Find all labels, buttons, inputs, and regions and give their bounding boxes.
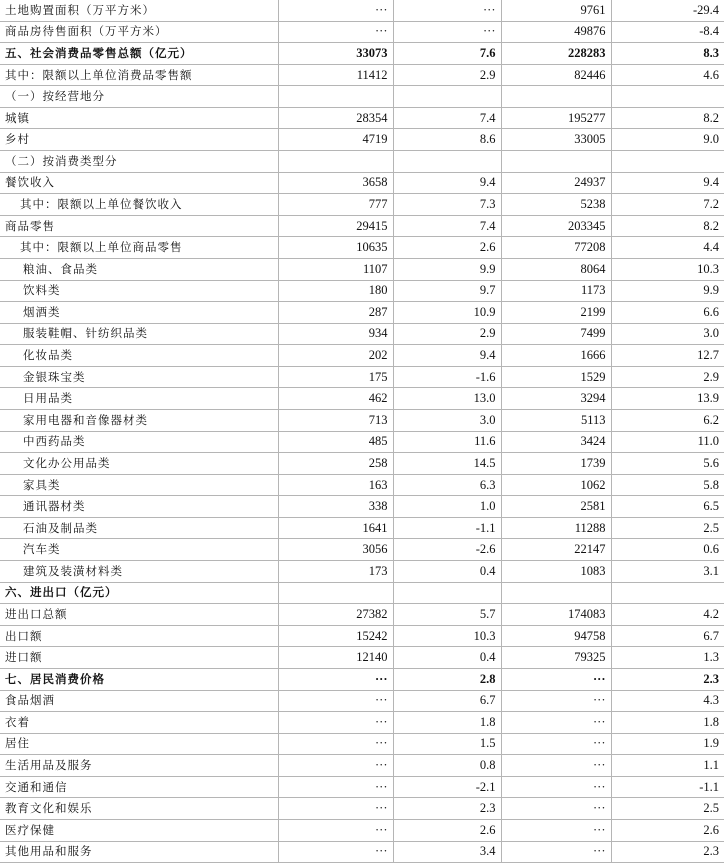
cumulative-value: 11288 [501, 517, 611, 539]
cumulative-value: ··· [501, 712, 611, 734]
table-row [0, 755, 724, 777]
cumulative-value [501, 582, 611, 604]
cumulative-growth: 6.6 [611, 302, 724, 324]
current-month-growth: 11.6 [393, 431, 501, 453]
current-month-value: 777 [278, 194, 393, 216]
cumulative-growth: 9.4 [611, 172, 724, 194]
current-month-growth: 7.3 [393, 194, 501, 216]
cumulative-value: 1083 [501, 561, 611, 583]
cumulative-growth: 11.0 [611, 431, 724, 453]
table-row [0, 194, 724, 216]
table-row [0, 323, 724, 345]
cumulative-growth: -1.1 [611, 776, 724, 798]
row-label: 教育文化和娱乐 [0, 798, 278, 820]
cumulative-value: 7499 [501, 323, 611, 345]
table-row [0, 625, 724, 647]
table-row [0, 474, 724, 496]
current-month-value: 462 [278, 388, 393, 410]
cumulative-value: 24937 [501, 172, 611, 194]
row-label: 生活用品及服务 [0, 755, 278, 777]
current-month-growth: 14.5 [393, 453, 501, 475]
row-label: 服装鞋帽、针纺织品类 [0, 323, 278, 345]
cumulative-value: ··· [501, 798, 611, 820]
row-label: 食品烟酒 [0, 690, 278, 712]
cumulative-growth: 6.7 [611, 625, 724, 647]
table-row [0, 64, 724, 86]
cumulative-value [501, 86, 611, 108]
cumulative-value: ··· [501, 690, 611, 712]
current-month-value: 27382 [278, 604, 393, 626]
cumulative-value: ··· [501, 733, 611, 755]
row-label: 五、社会消费品零售总额（亿元） [0, 43, 278, 65]
cumulative-growth: 10.3 [611, 258, 724, 280]
current-month-value: 180 [278, 280, 393, 302]
current-month-growth: -1.6 [393, 366, 501, 388]
current-month-growth: 9.9 [393, 258, 501, 280]
current-month-value: 11412 [278, 64, 393, 86]
current-month-value: ··· [278, 841, 393, 863]
table-row [0, 561, 724, 583]
cumulative-growth [611, 86, 724, 108]
cumulative-growth [611, 582, 724, 604]
current-month-growth: 2.6 [393, 819, 501, 841]
table-row [0, 86, 724, 108]
current-month-growth: 1.0 [393, 496, 501, 518]
table-row [0, 302, 724, 324]
table-row [0, 582, 724, 604]
cumulative-growth: 2.5 [611, 798, 724, 820]
current-month-growth: 0.8 [393, 755, 501, 777]
table-row [0, 21, 724, 43]
table-row [0, 237, 724, 259]
cumulative-growth: 1.8 [611, 712, 724, 734]
cumulative-growth: 2.3 [611, 668, 724, 690]
cumulative-growth: 2.6 [611, 819, 724, 841]
cumulative-growth: 3.0 [611, 323, 724, 345]
table-row [0, 496, 724, 518]
cumulative-growth: -8.4 [611, 21, 724, 43]
current-month-growth: ··· [393, 0, 501, 21]
table-row [0, 172, 724, 194]
current-month-growth: 0.4 [393, 647, 501, 669]
current-month-growth: 2.8 [393, 668, 501, 690]
current-month-value: ··· [278, 668, 393, 690]
table-row [0, 129, 724, 151]
current-month-value: ··· [278, 712, 393, 734]
cumulative-value: 174083 [501, 604, 611, 626]
cumulative-value: 2581 [501, 496, 611, 518]
row-label: （一）按经营地分 [0, 86, 278, 108]
current-month-growth: 9.4 [393, 345, 501, 367]
row-label: 金银珠宝类 [0, 366, 278, 388]
row-label: 粮油、食品类 [0, 258, 278, 280]
table-row [0, 215, 724, 237]
current-month-growth: 7.4 [393, 107, 501, 129]
cumulative-value: 1529 [501, 366, 611, 388]
cumulative-value: 22147 [501, 539, 611, 561]
cumulative-value: 1173 [501, 280, 611, 302]
current-month-value: 3658 [278, 172, 393, 194]
row-label: 土地购置面积（万平方米） [0, 0, 278, 21]
cumulative-value: 203345 [501, 215, 611, 237]
current-month-growth: 0.4 [393, 561, 501, 583]
current-month-growth: 9.4 [393, 172, 501, 194]
current-month-value: ··· [278, 733, 393, 755]
cumulative-growth: 12.7 [611, 345, 724, 367]
cumulative-value: ··· [501, 755, 611, 777]
table-row [0, 690, 724, 712]
row-label: 衣着 [0, 712, 278, 734]
current-month-growth: 3.0 [393, 409, 501, 431]
table-row [0, 453, 724, 475]
table-row [0, 409, 724, 431]
current-month-growth: 1.5 [393, 733, 501, 755]
current-month-value: 934 [278, 323, 393, 345]
cumulative-growth: 8.2 [611, 107, 724, 129]
row-label: 文化办公用品类 [0, 453, 278, 475]
current-month-growth: 6.3 [393, 474, 501, 496]
current-month-value: ··· [278, 21, 393, 43]
cumulative-growth: 4.3 [611, 690, 724, 712]
row-label: 饮料类 [0, 280, 278, 302]
cumulative-growth: 1.9 [611, 733, 724, 755]
cumulative-value: 3294 [501, 388, 611, 410]
cumulative-growth: 7.2 [611, 194, 724, 216]
table-row [0, 107, 724, 129]
cumulative-value: 82446 [501, 64, 611, 86]
current-month-value: ··· [278, 755, 393, 777]
cumulative-value: 2199 [501, 302, 611, 324]
current-month-growth [393, 86, 501, 108]
current-month-growth: 1.8 [393, 712, 501, 734]
current-month-growth: 9.7 [393, 280, 501, 302]
row-label: 建筑及装潢材料类 [0, 561, 278, 583]
row-label: 日用品类 [0, 388, 278, 410]
cumulative-growth: 4.4 [611, 237, 724, 259]
row-label: 其中：限额以上单位消费品零售额 [0, 64, 278, 86]
cumulative-growth [611, 151, 724, 173]
current-month-value [278, 151, 393, 173]
cumulative-growth: 3.1 [611, 561, 724, 583]
current-month-value: 1107 [278, 258, 393, 280]
cumulative-value: ··· [501, 668, 611, 690]
row-label: 其中：限额以上单位餐饮收入 [0, 194, 278, 216]
table-row [0, 431, 724, 453]
current-month-growth [393, 582, 501, 604]
cumulative-value: 9761 [501, 0, 611, 21]
cumulative-value: 228283 [501, 43, 611, 65]
row-label: 进出口总额 [0, 604, 278, 626]
cumulative-growth: 1.3 [611, 647, 724, 669]
cumulative-value: 79325 [501, 647, 611, 669]
table-row [0, 776, 724, 798]
row-label: 乡村 [0, 129, 278, 151]
cumulative-value: 1739 [501, 453, 611, 475]
table-row [0, 798, 724, 820]
current-month-growth: 7.6 [393, 43, 501, 65]
table-row [0, 280, 724, 302]
row-label: 六、进出口（亿元） [0, 582, 278, 604]
table-row [0, 668, 724, 690]
cumulative-growth: 8.3 [611, 43, 724, 65]
row-label: 餐饮收入 [0, 172, 278, 194]
row-label: 医疗保健 [0, 819, 278, 841]
row-label: 家用电器和音像器材类 [0, 409, 278, 431]
row-label: 家具类 [0, 474, 278, 496]
current-month-value: ··· [278, 798, 393, 820]
cumulative-value: 1062 [501, 474, 611, 496]
current-month-value: 28354 [278, 107, 393, 129]
current-month-growth: 10.9 [393, 302, 501, 324]
cumulative-value: 195277 [501, 107, 611, 129]
current-month-value: 1641 [278, 517, 393, 539]
table-row [0, 388, 724, 410]
table-row [0, 258, 724, 280]
row-label: 石油及制品类 [0, 517, 278, 539]
table-row [0, 539, 724, 561]
current-month-value: 258 [278, 453, 393, 475]
cumulative-growth: 2.5 [611, 517, 724, 539]
current-month-growth: 6.7 [393, 690, 501, 712]
cumulative-value [501, 151, 611, 173]
current-month-value: 202 [278, 345, 393, 367]
cumulative-growth: 6.5 [611, 496, 724, 518]
current-month-value: 338 [278, 496, 393, 518]
cumulative-value: 5113 [501, 409, 611, 431]
current-month-value: 175 [278, 366, 393, 388]
current-month-value: ··· [278, 0, 393, 21]
row-label: 其中：限额以上单位商品零售 [0, 237, 278, 259]
row-label: 汽车类 [0, 539, 278, 561]
cumulative-growth: 4.2 [611, 604, 724, 626]
row-label: 通讯器材类 [0, 496, 278, 518]
row-label: 其他用品和服务 [0, 841, 278, 863]
table-row [0, 0, 724, 21]
cumulative-growth: 9.9 [611, 280, 724, 302]
cumulative-value: 8064 [501, 258, 611, 280]
cumulative-growth: 1.1 [611, 755, 724, 777]
current-month-growth: -1.1 [393, 517, 501, 539]
cumulative-growth: 9.0 [611, 129, 724, 151]
table-row [0, 43, 724, 65]
current-month-value: ··· [278, 776, 393, 798]
table-row [0, 345, 724, 367]
cumulative-value: 49876 [501, 21, 611, 43]
cumulative-value: ··· [501, 841, 611, 863]
current-month-growth: 2.3 [393, 798, 501, 820]
row-label: 进口额 [0, 647, 278, 669]
row-label: 商品房待售面积（万平方米） [0, 21, 278, 43]
current-month-value: 29415 [278, 215, 393, 237]
cumulative-growth: -29.4 [611, 0, 724, 21]
cumulative-value: 77208 [501, 237, 611, 259]
current-month-growth: 3.4 [393, 841, 501, 863]
current-month-value: 12140 [278, 647, 393, 669]
table-row [0, 151, 724, 173]
cumulative-value: ··· [501, 776, 611, 798]
table-row [0, 604, 724, 626]
current-month-value: 485 [278, 431, 393, 453]
cumulative-growth: 5.8 [611, 474, 724, 496]
cumulative-value: 94758 [501, 625, 611, 647]
cumulative-growth: 6.2 [611, 409, 724, 431]
cumulative-value: ··· [501, 819, 611, 841]
current-month-growth: -2.1 [393, 776, 501, 798]
current-month-growth: -2.6 [393, 539, 501, 561]
current-month-growth: 10.3 [393, 625, 501, 647]
current-month-growth: 2.6 [393, 237, 501, 259]
current-month-value: 33073 [278, 43, 393, 65]
table-row [0, 517, 724, 539]
table-row [0, 733, 724, 755]
current-month-value: 713 [278, 409, 393, 431]
table-row [0, 712, 724, 734]
current-month-growth: 8.6 [393, 129, 501, 151]
row-label: 城镇 [0, 107, 278, 129]
current-month-growth [393, 151, 501, 173]
table-row [0, 366, 724, 388]
current-month-value: ··· [278, 690, 393, 712]
current-month-growth: ··· [393, 21, 501, 43]
current-month-growth: 2.9 [393, 64, 501, 86]
current-month-value: 15242 [278, 625, 393, 647]
current-month-value [278, 582, 393, 604]
current-month-growth: 5.7 [393, 604, 501, 626]
row-label: 交通和通信 [0, 776, 278, 798]
cumulative-growth: 2.9 [611, 366, 724, 388]
table-row [0, 841, 724, 863]
table-row [0, 647, 724, 669]
cumulative-value: 33005 [501, 129, 611, 151]
current-month-value: 163 [278, 474, 393, 496]
current-month-value: 173 [278, 561, 393, 583]
current-month-growth: 7.4 [393, 215, 501, 237]
current-month-growth: 13.0 [393, 388, 501, 410]
current-month-value: 287 [278, 302, 393, 324]
current-month-growth: 2.9 [393, 323, 501, 345]
cumulative-growth: 13.9 [611, 388, 724, 410]
cumulative-value: 5238 [501, 194, 611, 216]
cumulative-value: 3424 [501, 431, 611, 453]
cumulative-growth: 0.6 [611, 539, 724, 561]
cumulative-growth: 4.6 [611, 64, 724, 86]
row-label: 中西药品类 [0, 431, 278, 453]
row-label: 七、居民消费价格 [0, 668, 278, 690]
cumulative-growth: 2.3 [611, 841, 724, 863]
current-month-value: 10635 [278, 237, 393, 259]
row-label: 烟酒类 [0, 302, 278, 324]
current-month-value: 4719 [278, 129, 393, 151]
row-label: 商品零售 [0, 215, 278, 237]
row-label: 出口额 [0, 625, 278, 647]
cumulative-growth: 8.2 [611, 215, 724, 237]
row-label: 居住 [0, 733, 278, 755]
current-month-value: 3056 [278, 539, 393, 561]
row-label: 化妆品类 [0, 345, 278, 367]
current-month-value [278, 86, 393, 108]
cumulative-growth: 5.6 [611, 453, 724, 475]
cumulative-value: 1666 [501, 345, 611, 367]
table-row [0, 819, 724, 841]
row-label: （二）按消费类型分 [0, 151, 278, 173]
current-month-value: ··· [278, 819, 393, 841]
